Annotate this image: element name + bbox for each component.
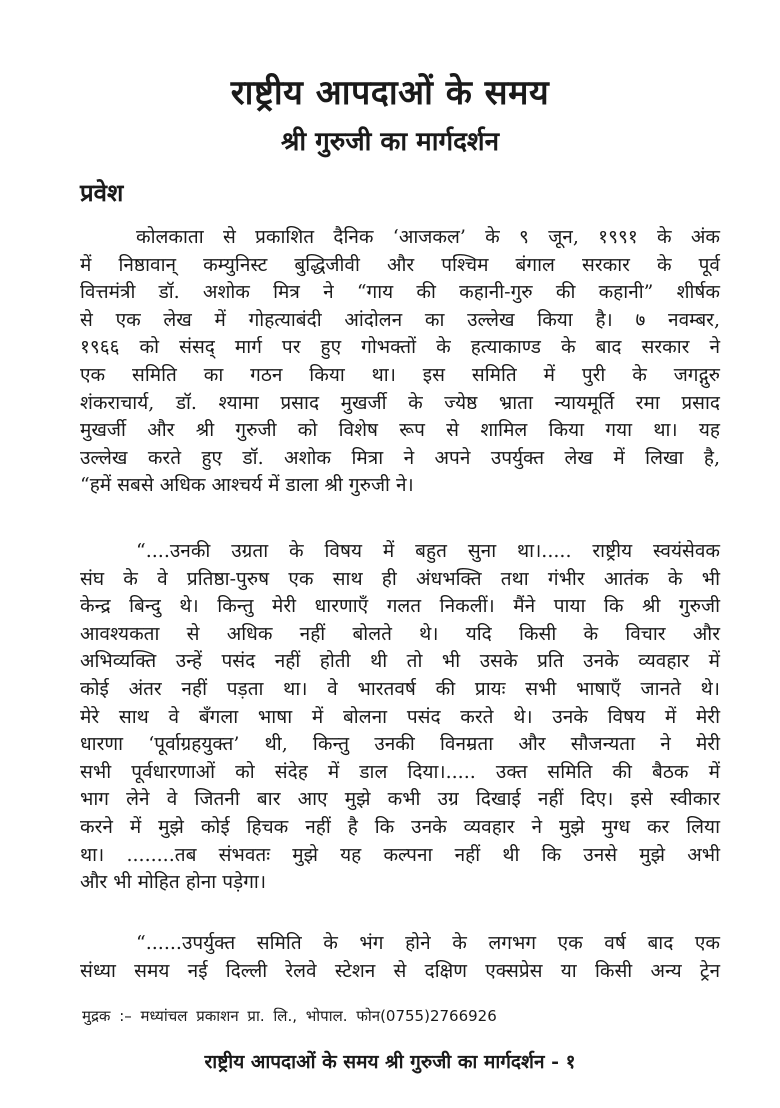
text-line: कोई अंतर नहीं पड़ता था। वे भारतवर्ष की प्रायः सभी भाषाएँ जानते थे। (80, 677, 720, 700)
text-line: शंकराचार्य, डॉ. श्यामा प्रसाद मुखर्जी के ज्येष्ठ भ्राता न्यायमूर्ति रमा प्रसाद (80, 391, 720, 414)
text-line: करने में मुझे कोई हिचक नहीं है कि उनके व्यवहार ने मुझे मुग्ध कर लिया (80, 815, 720, 838)
text-line: संघ के वे प्रतिष्ठा-पुरुष एक साथ ही अंधभक्ति तथा गंभीर आतंक के भी (80, 567, 720, 590)
text-line: “....उनकी उग्रता के विषय में बहुत सुना था।..... राष्ट्रीय स्वयंसेवक (136, 540, 720, 562)
text-line: उल्लेख करते हुए डॉ. अशोक मित्रा ने अपने उपर्युक्त लेख में लिखा है, (80, 446, 720, 469)
text-line: आवश्यकता से अधिक नहीं बोलते थे। यदि किसी के विचार और (80, 622, 720, 645)
text-line: मुखर्जी और श्री गुरुजी को विशेष रूप से शामिल किया गया था। यह (80, 419, 720, 442)
section-heading: प्रवेश (80, 178, 124, 207)
text-line: एक समिति का गठन किया था। इस समिति में पुरी के जगद्गुरु (80, 363, 720, 386)
text-line: १९६६ को संसद् मार्ग पर हुए गोभक्तों के हत्याकाण्ड के बाद सरकार ने (80, 336, 720, 359)
text-line: कोलकाता से प्रकाशित दैनिक ‘आजकल’ के ९ जून, १९९१ के अंक (136, 226, 720, 248)
text-line: था। ........तब संभवतः मुझे यह कल्पना नहीं थी कि उनसे मुझे अभी (80, 843, 720, 866)
text-line: “हमें सबसे अधिक आश्चर्य में डाला श्री गुरुजी ने। (80, 474, 414, 497)
paragraph-3 (80, 930, 720, 985)
text-line: में निष्ठावान् कम्युनिस्ट बुद्धिजीवी और पश्चिम बंगाल सरकार के पूर्व (80, 253, 720, 276)
text-line: से एक लेख में गोहत्याबंदी आंदोलन का उल्लेख किया है। ७ नवम्बर, (80, 308, 720, 331)
paragraph-1 (80, 224, 720, 500)
printer-line: मुद्रक :– मध्यांचल प्रकाशन प्रा. लि., भोपाल. फोन(0755)2766926 (82, 1007, 497, 1025)
text-line: धारणा ‘पूर्वाग्रहयुक्त’ थी, किन्तु उनकी विनम्रता और सौजन्यता ने मेरी (80, 733, 720, 756)
page-title: राष्ट्रीय आपदाओं के समय (230, 73, 550, 113)
text-line: वित्तमंत्री डॉ. अशोक मित्र ने “गाय की कहानी-गुरु की कहानी” शीर्षक (80, 281, 720, 304)
text-line: “......उपर्युक्त समिति के भंग होने के लगभग एक वर्ष बाद एक (136, 932, 720, 954)
page-subtitle: श्री गुरुजी का मार्गदर्शन (280, 127, 500, 157)
text-line: अभिव्यक्ति उन्हें पसंद नहीं होती थी तो भी उसके प्रति उनके व्यवहार में (80, 650, 720, 673)
text-line: मेरे साथ वे बँगला भाषा में बोलना पसंद करते थे। उनके विषय में मेरी (80, 705, 720, 728)
running-footer: राष्ट्रीय आपदाओं के समय श्री गुरुजी का मार्गदर्शन - १ (204, 1051, 576, 1073)
text-line: और भी मोहित होना पड़ेगा। (80, 871, 267, 894)
text-line: केन्द्र बिन्दु थे। किन्तु मेरी धारणाएँ गलत निकलीं। मैंने पाया कि श्री गुरुजी (80, 595, 720, 618)
text-line: संध्या समय नई दिल्ली रेलवे स्टेशन से दक्षिण एक्सप्रेस या किसी अन्य ट्रेन (80, 959, 720, 982)
text-line: सभी पूर्वधारणाओं को संदेह में डाल दिया।..... उक्त समिति की बैठक में (80, 760, 720, 783)
paragraph-2 (80, 538, 720, 897)
text-line: भाग लेने वे जितनी बार आए मुझे कभी उग्र दिखाई नहीं दिए। इसे स्वीकार (80, 788, 720, 811)
